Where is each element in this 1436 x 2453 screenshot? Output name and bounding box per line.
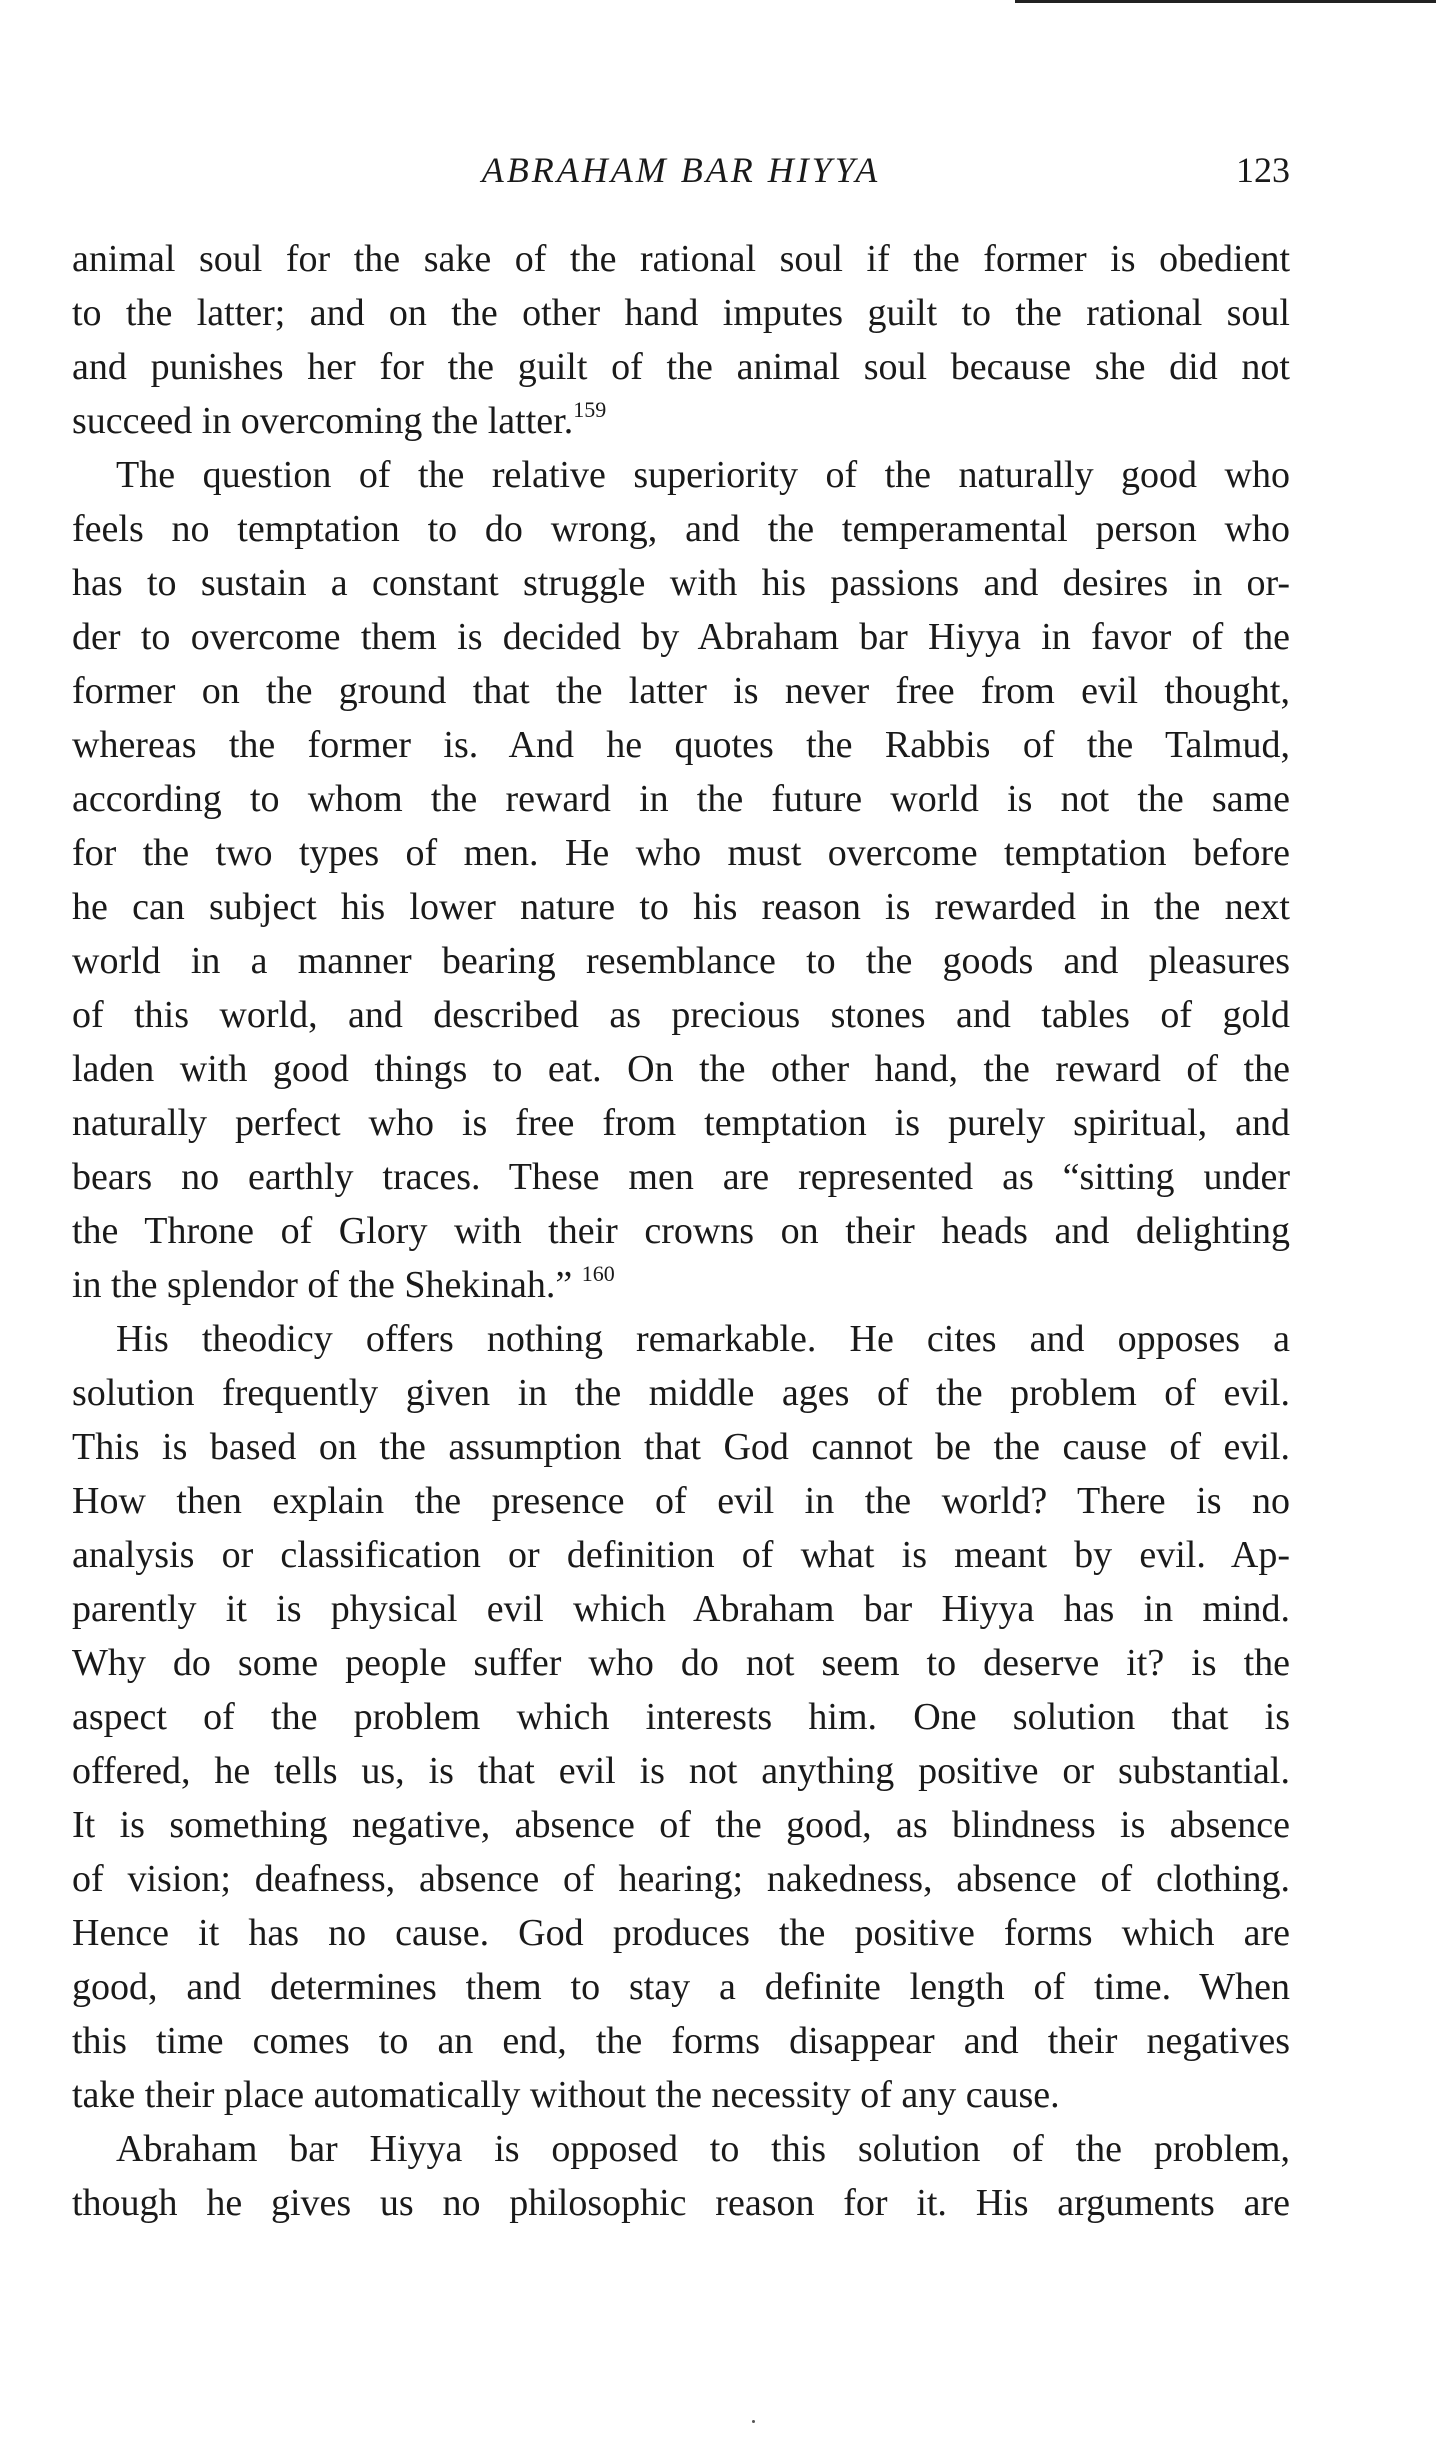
text-line: His theodicy offers nothing remarkable. He cites and opposes a bbox=[116, 1318, 1290, 1360]
text-line: and punishes her for the guilt of the animal soul because she did not bbox=[72, 346, 1290, 388]
text-line: animal soul for the sake of the rational soul if the former is obedient bbox=[72, 238, 1290, 280]
running-title: ABRAHAM BAR HIYYA bbox=[481, 150, 881, 190]
text-line: parently it is physical evil which Abraham bar Hiyya has in mind. bbox=[72, 1588, 1290, 1630]
text-line: of this world, and described as precious stones and tables of gold bbox=[72, 994, 1290, 1036]
page-number: 123 bbox=[1236, 150, 1290, 190]
paragraph-3 bbox=[72, 1312, 1290, 2122]
text-line bbox=[72, 1258, 1290, 1312]
running-head bbox=[72, 145, 1290, 195]
text-line bbox=[72, 394, 1290, 448]
text-line: according to whom the reward in the future world is not the same bbox=[72, 778, 1290, 820]
text-line: analysis or classification or definition of what is meant by evil. Ap- bbox=[72, 1534, 1290, 1576]
text-line: the Throne of Glory with their crowns on their heads and delighting bbox=[72, 1210, 1290, 1252]
text-line: How then explain the presence of evil in the world? There is no bbox=[72, 1480, 1290, 1522]
text-line: to the latter; and on the other hand imputes guilt to the rational soul bbox=[72, 292, 1290, 334]
top-edge-rule bbox=[1015, 0, 1436, 3]
footnote-ref-160[interactable]: 160 bbox=[581, 1261, 615, 1286]
body-text bbox=[72, 232, 1290, 2230]
text-line: laden with good things to eat. On the other hand, the reward of the bbox=[72, 1048, 1290, 1090]
text-line: aspect of the problem which interests him. One solution that is bbox=[72, 1696, 1290, 1738]
text-line: whereas the former is. And he quotes the Rabbis of the Talmud, bbox=[72, 724, 1290, 766]
text-line: This is based on the assumption that God cannot be the cause of evil. bbox=[72, 1426, 1290, 1468]
text-line-content: succeed in overcoming the latter. bbox=[72, 400, 574, 442]
text-line: has to sustain a constant struggle with his passions and desires in or- bbox=[72, 562, 1290, 604]
text-line: though he gives us no philosophic reason for it. His arguments are bbox=[72, 2182, 1290, 2224]
text-line: naturally perfect who is free from temptation is purely spiritual, and bbox=[72, 1102, 1290, 1144]
text-line: of vision; deafness, absence of hearing; nakedness, absence of clothing. bbox=[72, 1858, 1290, 1900]
text-line: der to overcome them is decided by Abraham bar Hiyya in favor of the bbox=[72, 616, 1290, 658]
text-line: bears no earthly traces. These men are represented as “sitting under bbox=[72, 1156, 1290, 1198]
text-line: he can subject his lower nature to his reason is rewarded in the next bbox=[72, 886, 1290, 928]
paragraph-4 bbox=[72, 2122, 1290, 2230]
text-line: solution frequently given in the middle ages of the problem of evil. bbox=[72, 1372, 1290, 1414]
text-line: offered, he tells us, is that evil is not anything positive or substantial. bbox=[72, 1750, 1290, 1792]
text-line: former on the ground that the latter is never free from evil thought, bbox=[72, 670, 1290, 712]
page-speck bbox=[752, 2420, 755, 2423]
paragraph-1 bbox=[72, 232, 1290, 448]
footnote-ref-159[interactable]: 159 bbox=[573, 397, 607, 422]
text-line: The question of the relative superiority of the naturally good who bbox=[116, 454, 1290, 496]
text-line: Abraham bar Hiyya is opposed to this solution of the problem, bbox=[116, 2128, 1290, 2170]
text-line: take their place automatically without the necessity of any cause. bbox=[72, 2074, 1060, 2116]
text-line: this time comes to an end, the forms disappear and their negatives bbox=[72, 2020, 1290, 2062]
text-line: Hence it has no cause. God produces the positive forms which are bbox=[72, 1912, 1290, 1954]
text-line: It is something negative, absence of the good, as blindness is absence bbox=[72, 1804, 1290, 1846]
paragraph-2 bbox=[72, 448, 1290, 1312]
text-line-content: in the splendor of the Shekinah.” bbox=[72, 1264, 573, 1306]
text-line: good, and determines them to stay a definite length of time. When bbox=[72, 1966, 1290, 2008]
text-line: feels no temptation to do wrong, and the temperamental person who bbox=[72, 508, 1290, 550]
text-line: Why do some people suffer who do not seem to deserve it? is the bbox=[72, 1642, 1290, 1684]
text-line: world in a manner bearing resemblance to the goods and pleasures bbox=[72, 940, 1290, 982]
text-line: for the two types of men. He who must overcome temptation before bbox=[72, 832, 1290, 874]
